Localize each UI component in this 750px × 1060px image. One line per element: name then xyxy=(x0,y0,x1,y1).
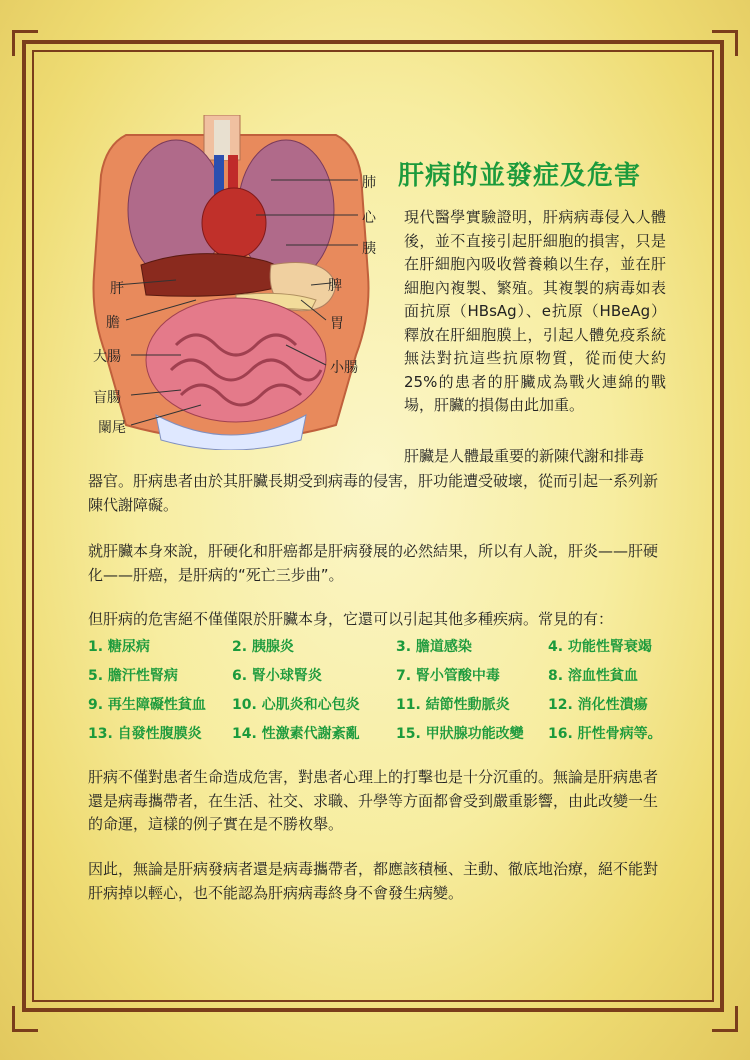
label-spleen: 脾 xyxy=(328,278,342,294)
paragraph-liver-function: 器官。肝病患者由於其肝臟長期受到病毒的侵害，肝功能遭受破壞，從而引起一系列新陳代謝障礙。 xyxy=(88,472,659,514)
disease-item: 7. 腎小管酸中毒 xyxy=(396,668,500,684)
disease-item: 11. 結節性動脈炎 xyxy=(396,697,510,713)
disease-item: 4. 功能性腎衰竭 xyxy=(548,639,652,655)
disease-item: 14. 性激素代謝紊亂 xyxy=(232,726,360,742)
disease-item: 2. 胰腺炎 xyxy=(232,639,294,655)
disease-item: 9. 再生障礙性貧血 xyxy=(88,697,206,713)
disease-item: 5. 膽汗性腎病 xyxy=(88,668,178,684)
label-liver: 肝 xyxy=(110,281,124,297)
label-cecum: 盲腸 xyxy=(93,390,121,406)
corner-ornament xyxy=(712,1006,738,1032)
disease-list xyxy=(88,637,678,744)
disease-item: 12. 消化性潰瘍 xyxy=(548,697,648,713)
corner-ornament xyxy=(712,30,738,56)
disease-item: 10. 心肌炎和心包炎 xyxy=(232,697,360,713)
paragraph-conclusion: 因此，無論是肝病發病者還是病毒攜帶者，都應該積極、主動、徹底地治療，絕不能對肝病掉以輕心，也不能認為肝病病毒終身不會發生病變。 xyxy=(88,860,659,902)
disease-item: 3. 膽道感染 xyxy=(396,639,472,655)
label-stomach: 胃 xyxy=(330,316,344,332)
label-appendix: 闌尾 xyxy=(98,420,126,436)
label-heart: 心 xyxy=(362,210,376,226)
corner-ornament xyxy=(12,1006,38,1032)
disease-item: 16. 肝性骨病等。 xyxy=(548,726,662,742)
paragraph-liver-function-lead: 肝臟是人體最重要的新陳代謝和排毒 xyxy=(404,447,645,465)
paragraph-psychological-impact: 肝病不僅對患者生命造成危害，對患者心理上的打擊也是十分沉重的。無論是肝病患者還是病毒攜帶者，在生活、社交、求職、升學等方面都會受到嚴重影響，由此改變一生的命運，這樣的例子實在是不勝枚舉。 xyxy=(88,768,659,833)
disease-item: 13. 自發性腹膜炎 xyxy=(88,726,202,742)
label-pancreas: 胰 xyxy=(362,241,376,257)
disease-item: 1. 糖尿病 xyxy=(88,639,150,655)
paragraph-other-diseases: 但肝病的危害絕不僅僅限於肝臟本身，它還可以引起其他多種疾病。常見的有： xyxy=(88,610,614,628)
corner-ornament xyxy=(12,30,38,56)
label-lung: 肺 xyxy=(362,175,376,191)
label-large-intestine: 大腸 xyxy=(93,349,121,365)
page-title: 肝病的並發症及危害 xyxy=(398,161,642,191)
disease-item: 15. 甲狀腺功能改變 xyxy=(396,726,524,742)
disease-item: 8. 溶血性貧血 xyxy=(548,668,638,684)
paragraph-virus-mechanism: 現代醫學實驗證明，肝病病毒侵入人體後，並不直接引起肝細胞的損害，只是在肝細胞內吸收營養賴以生存，並在肝細胞內複製、繁殖。其複製的病毒如表面抗原（HBsAg）、e抗原（HBeAg）釋放在肝細胞膜上，引起人體免疫系統無法對抗這些抗原物質，從而使大約25%的患者的肝臟成為戰火連綿的戰場，肝臟的損傷由此加重。 xyxy=(404,208,666,414)
paragraph-three-steps: 就肝臟本身來說，肝硬化和肝癌都是肝病發展的必然結果，所以有人說，肝炎——肝硬化——肝癌，是肝病的“死亡三步曲”。 xyxy=(88,542,659,584)
disease-item: 6. 腎小球腎炎 xyxy=(232,668,322,684)
label-small-intestine: 小腸 xyxy=(330,360,358,376)
label-gallbladder: 膽 xyxy=(106,315,120,331)
